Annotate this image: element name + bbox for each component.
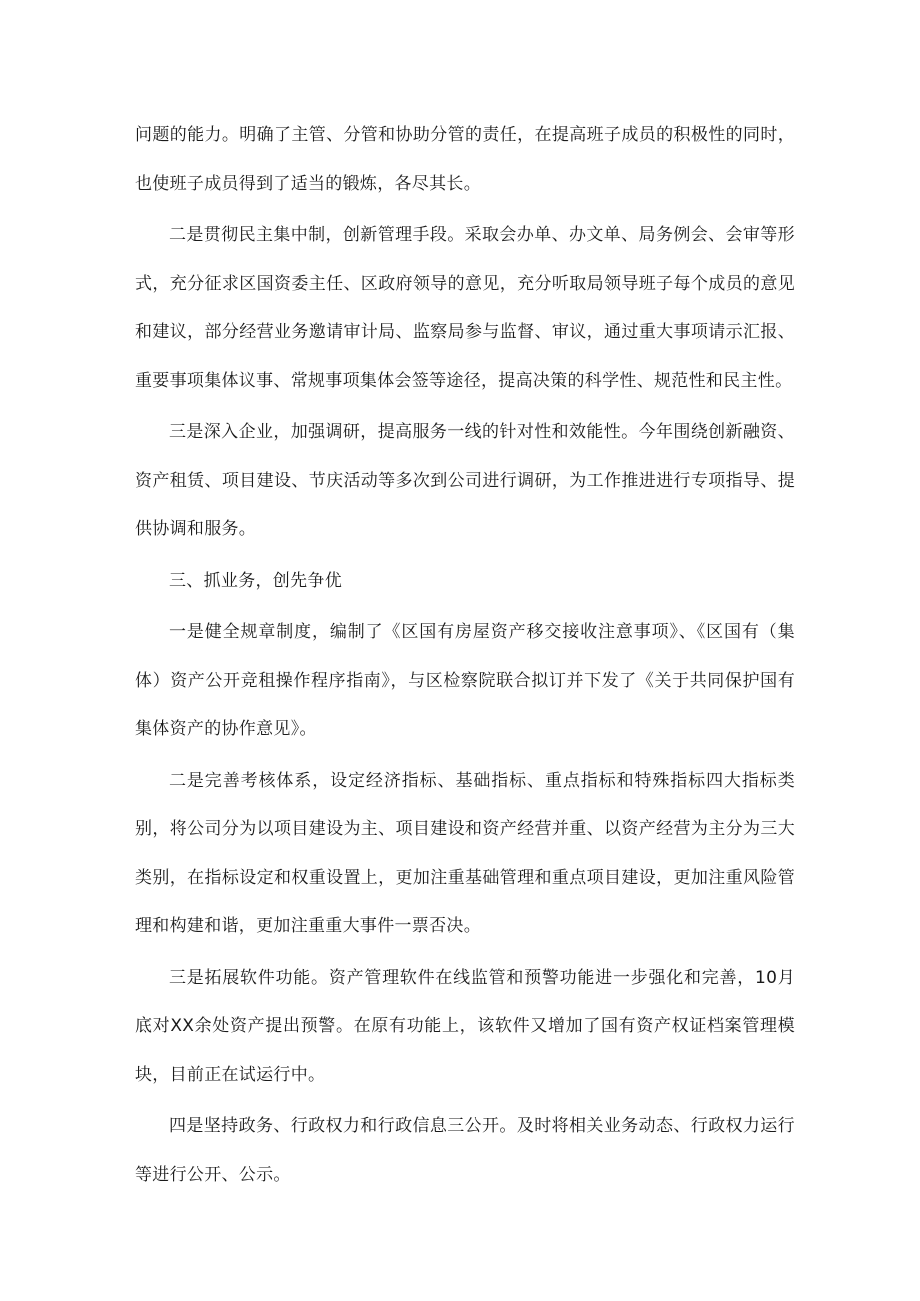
paragraph-software-functions: 三是拓展软件功能。资产管理软件在线监管和预警功能进一步强化和完善，10月底对XX余处资产提出预警。在原有功能上，该软件又增加了国有资产权证档案管理模块，目前正在试运行中。: [135, 967, 795, 1085]
paragraph-three-openness: 四是坚持政务、行政权力和行政信息三公开。及时将相关业务动态、行政权力运行等进行公开、公示。: [135, 1116, 795, 1185]
paragraph-democratic-centralism: 二是贯彻民主集中制，创新管理手段。采取会办单、办文单、局务例会、会审等形式，充分征求区国资委主任、区政府领导的意见，充分听取局领导班子每个成员的意见和建议，部分经营业务邀请审计局、监察局参与监督、审议，通过重大事项请示汇报、重要事项集体议事、常规事项集体会签等途径，提高决策的科学性、规范性和民主性。: [135, 225, 795, 391]
paragraph-assessment-system: 二是完善考核体系，设定经济指标、基础指标、重点指标和特殊指标四大指标类别，将公司分为以项目建设为主、项目建设和资产经营并重、以资产经营为主分为三大类别，在指标设定和权重设置上，更加注重基础管理和重点项目建设，更加注重风险管理和构建和谐，更加注重重大事件一票否决。: [135, 770, 795, 936]
paragraph-enterprise-research: 三是深入企业，加强调研，提高服务一线的针对性和效能性。今年围绕创新融资、资产租赁、项目建设、节庆活动等多次到公司进行调研，为工作推进进行专项指导、提供协调和服务。: [135, 422, 795, 539]
section-heading-business: 三、抓业务，创先争优: [169, 570, 342, 591]
paragraph-continuation: 问题的能力。明确了主管、分管和协助分管的责任，在提高班子成员的积极性的同时，也使班子成员得到了适当的锻炼，各尽其长。: [135, 125, 795, 194]
document-body: [135, 111, 795, 1202]
paragraph-rules-system: 一是健全规章制度，编制了《区国有房屋资产移交接收注意事项》、《区国有（集体）资产公开竞租操作程序指南》，与区检察院联合拟订并下发了《关于共同保护国有集体资产的协作意见》。: [135, 622, 795, 739]
